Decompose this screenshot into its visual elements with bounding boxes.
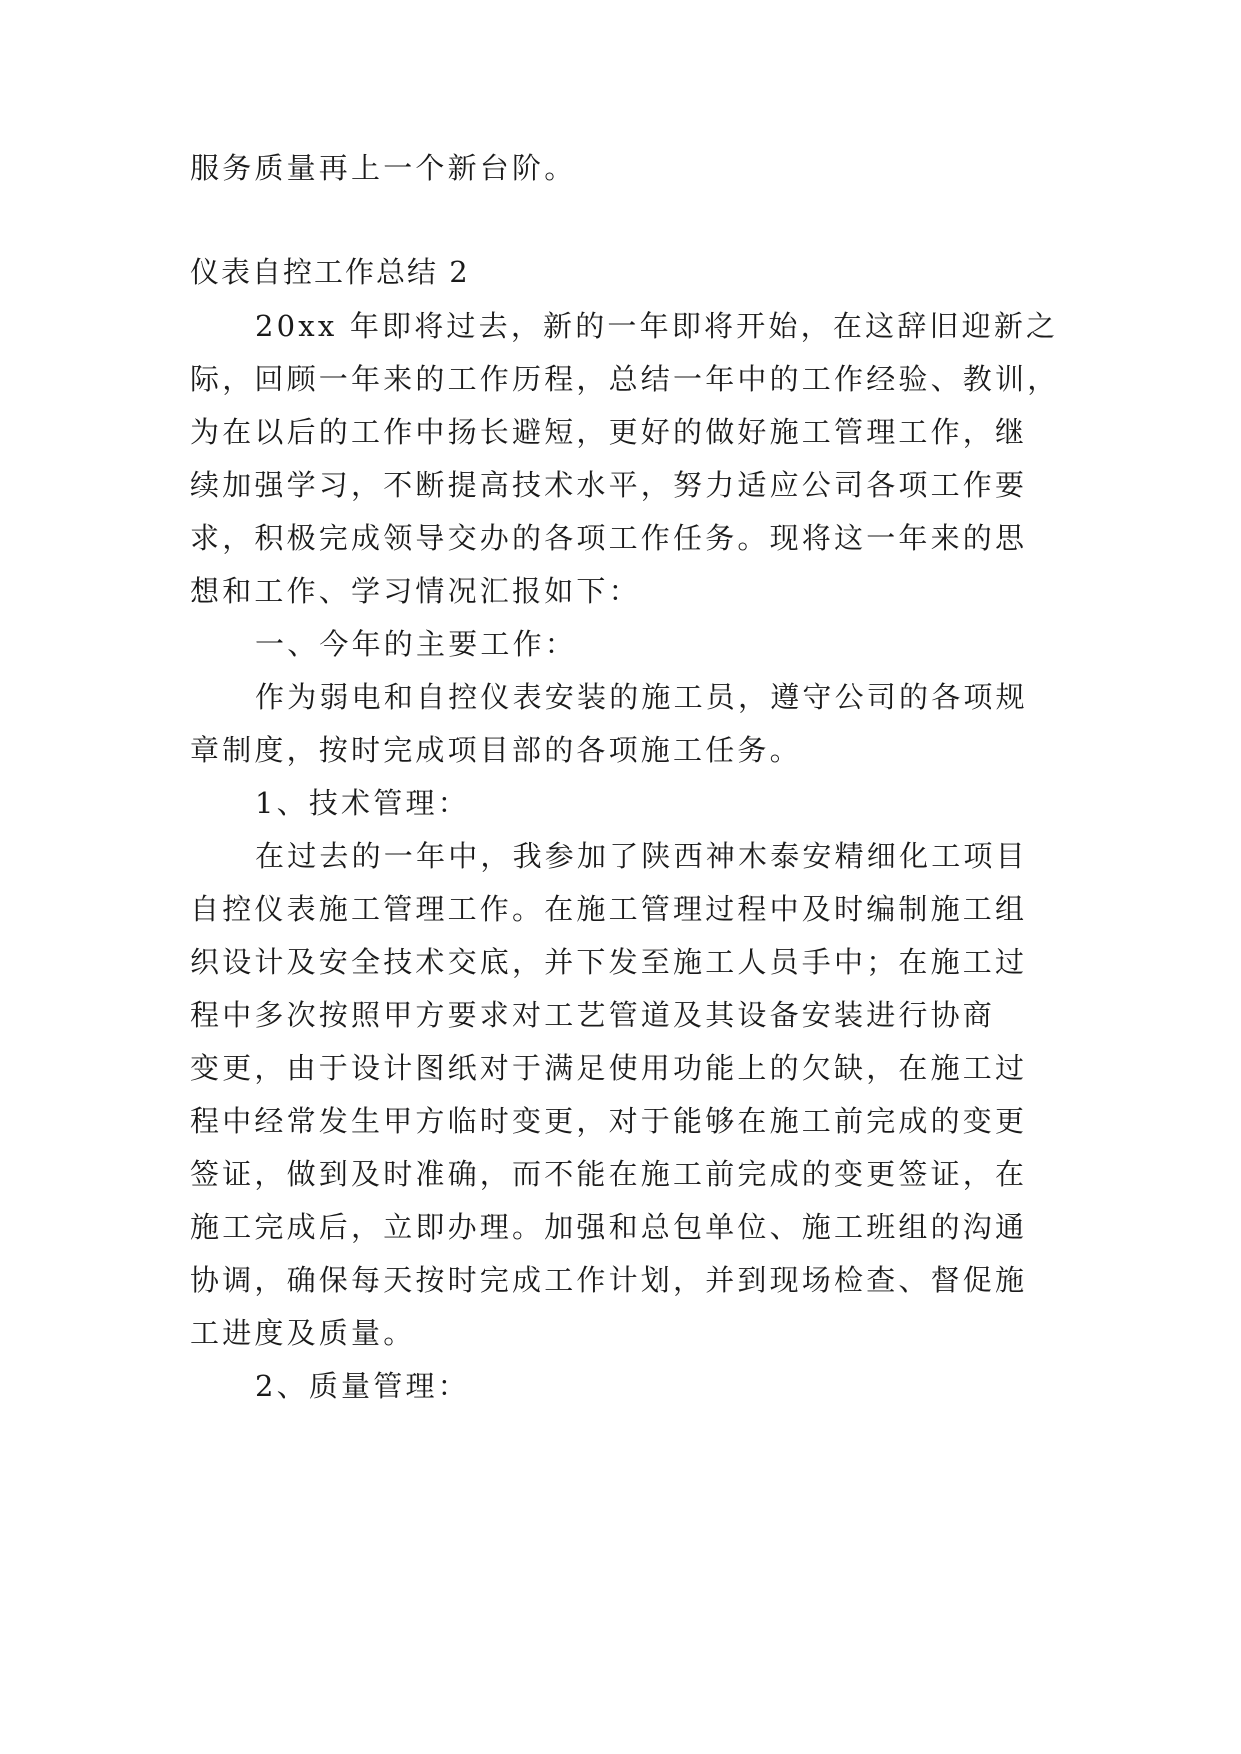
paragraph-line: 想和工作、学习情况汇报如下：: [190, 574, 641, 608]
paragraph-line: 协调，确保每天按时完成工作计划，并到现场检查、督促施: [190, 1263, 1028, 1297]
paragraph-line: 际，回顾一年来的工作历程，总结一年中的工作经验、教训，: [190, 362, 1060, 396]
paragraph-line: 20xx 年即将过去，新的一年即将开始，在这辞旧迎新之: [255, 309, 1059, 343]
paragraph-line: 续加强学习，不断提高技术水平，努力适应公司各项工作要: [190, 468, 1028, 502]
paragraph-line: 在过去的一年中，我参加了陕西神木泰安精细化工项目: [255, 839, 1028, 873]
paragraph-line: 变更，由于设计图纸对于满足使用功能上的欠缺，在施工过: [190, 1051, 1028, 1085]
paragraph-line: 施工完成后，立即办理。加强和总包单位、施工班组的沟通: [190, 1210, 1028, 1244]
paragraph-line: 程中多次按照甲方要求对工艺管道及其设备安装进行协商: [190, 998, 996, 1032]
paragraph-line: 自控仪表施工管理工作。在施工管理过程中及时编制施工组: [190, 892, 1028, 926]
intro-line: 服务质量再上一个新台阶。: [190, 151, 577, 185]
paragraph-line: 程中经常发生甲方临时变更，对于能够在施工前完成的变更: [190, 1104, 1028, 1138]
paragraph-line: 签证，做到及时准确，而不能在施工前完成的变更签证，在: [190, 1157, 1028, 1191]
paragraph-line: 织设计及安全技术交底，并下发至施工人员手中；在施工过: [190, 945, 1028, 979]
subheading-technical-management: 1、技术管理：: [255, 786, 470, 820]
paragraph-line: 章制度，按时完成项目部的各项施工任务。: [190, 733, 802, 767]
paragraph-line: 工进度及质量。: [190, 1316, 416, 1350]
paragraph-line: 为在以后的工作中扬长避短，更好的做好施工管理工作，继: [190, 415, 1028, 449]
section-title: 仪表自控工作总结 2: [190, 255, 470, 289]
paragraph-line: 求，积极完成领导交办的各项工作任务。现将这一年来的思: [190, 521, 1028, 555]
paragraph-line: 作为弱电和自控仪表安装的施工员，遵守公司的各项规: [255, 680, 1028, 714]
subheading-main-work: 一、今年的主要工作：: [255, 627, 578, 661]
subheading-quality-management: 2、质量管理：: [255, 1369, 470, 1403]
